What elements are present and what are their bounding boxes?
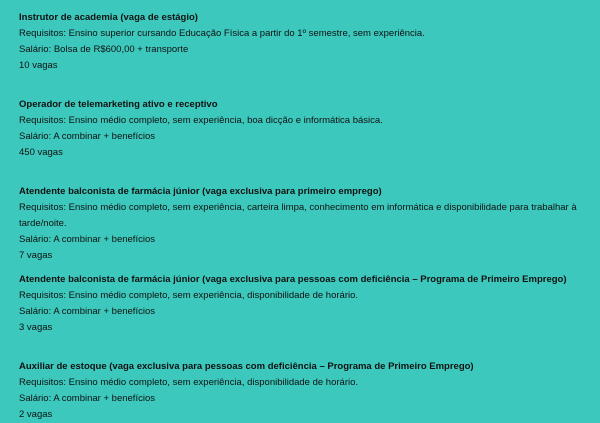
job-openings: 7 vagas: [19, 250, 53, 261]
spacer: [19, 161, 591, 184]
job-openings: 3 vagas: [19, 322, 53, 333]
job-salary: Salário: A combinar + benefícios: [19, 131, 155, 142]
spacer: [19, 74, 591, 97]
job-listing: [19, 272, 591, 336]
job-salary: Salário: Bolsa de R$600,00 + transporte: [19, 44, 189, 55]
job-requirements: Requisitos: Ensino superior cursando Educação Física a partir do 1º semestre, sem experiência.: [19, 28, 425, 39]
job-openings: 450 vagas: [19, 147, 63, 158]
job-salary: Salário: A combinar + benefícios: [19, 306, 155, 317]
job-listings: [19, 10, 591, 423]
job-title: Atendente balconista de farmácia júnior (vaga exclusiva para pessoas com deficiência – Programa de Primeiro Emprego): [19, 274, 567, 285]
spacer: [19, 336, 591, 359]
job-title: Atendente balconista de farmácia júnior (vaga exclusiva para primeiro emprego): [19, 186, 382, 197]
job-title: Operador de telemarketing ativo e receptivo: [19, 99, 218, 110]
job-listing: [19, 184, 591, 264]
job-salary: Salário: A combinar + benefícios: [19, 234, 155, 245]
job-openings: 10 vagas: [19, 60, 58, 71]
job-requirements: Requisitos: Ensino médio completo, sem experiência, carteira limpa, conhecimento em informática e disponibilidade para trabalhar à tarde/noite.: [19, 202, 577, 229]
spacer: [19, 264, 591, 272]
job-listing: [19, 359, 591, 423]
job-title: Auxiliar de estoque (vaga exclusiva para pessoas com deficiência – Programa de Primeiro Emprego): [19, 361, 474, 372]
job-listing: [19, 10, 591, 74]
job-requirements: Requisitos: Ensino médio completo, sem experiência, boa dicção e informática básica.: [19, 115, 383, 126]
job-title: Instrutor de academia (vaga de estágio): [19, 12, 198, 23]
job-salary: Salário: A combinar + benefícios: [19, 393, 155, 404]
job-listing: [19, 97, 591, 161]
job-requirements: Requisitos: Ensino médio completo, sem experiência, disponibilidade de horário.: [19, 377, 359, 388]
job-openings: 2 vagas: [19, 409, 53, 420]
job-requirements: Requisitos: Ensino médio completo, sem experiência, disponibilidade de horário.: [19, 290, 359, 301]
